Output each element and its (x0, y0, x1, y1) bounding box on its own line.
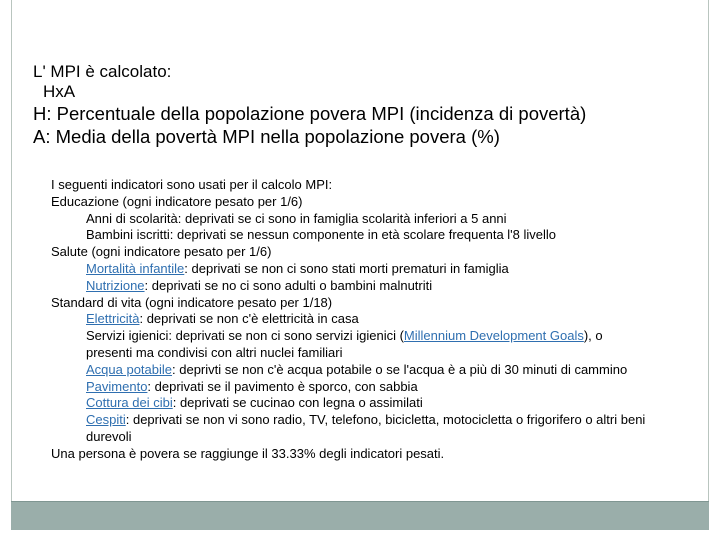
link-nutrizione[interactable]: Nutrizione (86, 277, 145, 293)
living-item-assets-text: : deprivati se non vi sono radio, TV, telefono, bicicletta, motocicletta o frigorifero o altri beni durevoli (86, 412, 646, 444)
heading-block (33, 62, 693, 148)
link-mortalita-infantile[interactable]: Mortalità infantile (86, 260, 185, 276)
health-item-nutrition (51, 278, 651, 295)
heading-line-h-definition: H: Percentuale della popolazione povera MPI (incidenza di povertà) (33, 103, 587, 124)
health-item-nutrition-text: : deprivati se no ci sono adulti o bambini malnutriti (144, 277, 433, 293)
link-pavimento[interactable]: Pavimento (86, 378, 148, 394)
link-elettricita[interactable]: Elettricità (86, 311, 140, 327)
living-item-floor-text: : deprivati se il pavimento è sporco, con sabbia (147, 378, 418, 394)
conclusion-text: Una persona è povera se raggiunge il 33.33% degli indicatori pesati. (51, 445, 445, 461)
living-item-water (51, 362, 646, 379)
living-item-sanitation-text-a: Servizi igienici: deprivati se non ci sono servizi igienici ( (86, 328, 404, 344)
health-item-mortality-text: : deprivati se non ci sono stati morti prematuri in famiglia (184, 260, 509, 276)
slide-frame-left (11, 0, 12, 501)
living-item-sanitation (51, 328, 646, 362)
indicator-list (51, 177, 651, 463)
living-item-electricity (51, 311, 651, 328)
heading-line-formula: HxA (43, 82, 76, 101)
link-millennium-development-goals[interactable]: Millennium Development Goals (403, 328, 584, 344)
living-item-sanitation-text-b: ), o presenti ma condivisi con altri nuclei familiari (86, 328, 603, 360)
living-item-cooking-text: : deprivati se cucinao con legna o assimilati (172, 395, 423, 411)
living-item-water-text: : deprivti se non c'è acqua potabile o se l'acqua è a più di 30 minuti di cammino (172, 361, 628, 377)
living-title: Standard di vita (ogni indicatore pesato per 1/18) (51, 294, 333, 310)
health-title: Salute (ogni indicatore pesato per 1/6) (51, 244, 272, 260)
slide-bottom-bar (11, 501, 709, 530)
heading-line-1: L' MPI è calcolato: (33, 62, 172, 81)
living-item-floor (51, 379, 651, 396)
living-item-cooking (51, 395, 651, 412)
education-item-enrolled: Bambini iscritti: deprivati se nessun componente in età scolare frequenta l'8 livello (86, 227, 557, 243)
heading-line-a-definition: A: Media della povertà MPI nella popolazione povera (%) (33, 126, 500, 147)
intro-text: I seguenti indicatori sono usati per il calcolo MPI: (51, 177, 333, 192)
education-item-years: Anni di scolarità: deprivati se ci sono in famiglia scolarità inferiori a 5 anni (86, 210, 507, 226)
slide-frame-right (708, 0, 709, 501)
link-acqua-potabile[interactable]: Acqua potabile (86, 361, 173, 377)
living-item-assets (51, 412, 646, 446)
education-title: Educazione (ogni indicatore pesato per 1/6) (51, 193, 303, 209)
living-item-electricity-text: : deprivati se non c'è elettricità in casa (139, 311, 359, 327)
link-cespiti[interactable]: Cespiti (86, 412, 126, 428)
health-item-mortality (51, 261, 651, 278)
link-cottura-dei-cibi[interactable]: Cottura dei cibi (86, 395, 173, 411)
